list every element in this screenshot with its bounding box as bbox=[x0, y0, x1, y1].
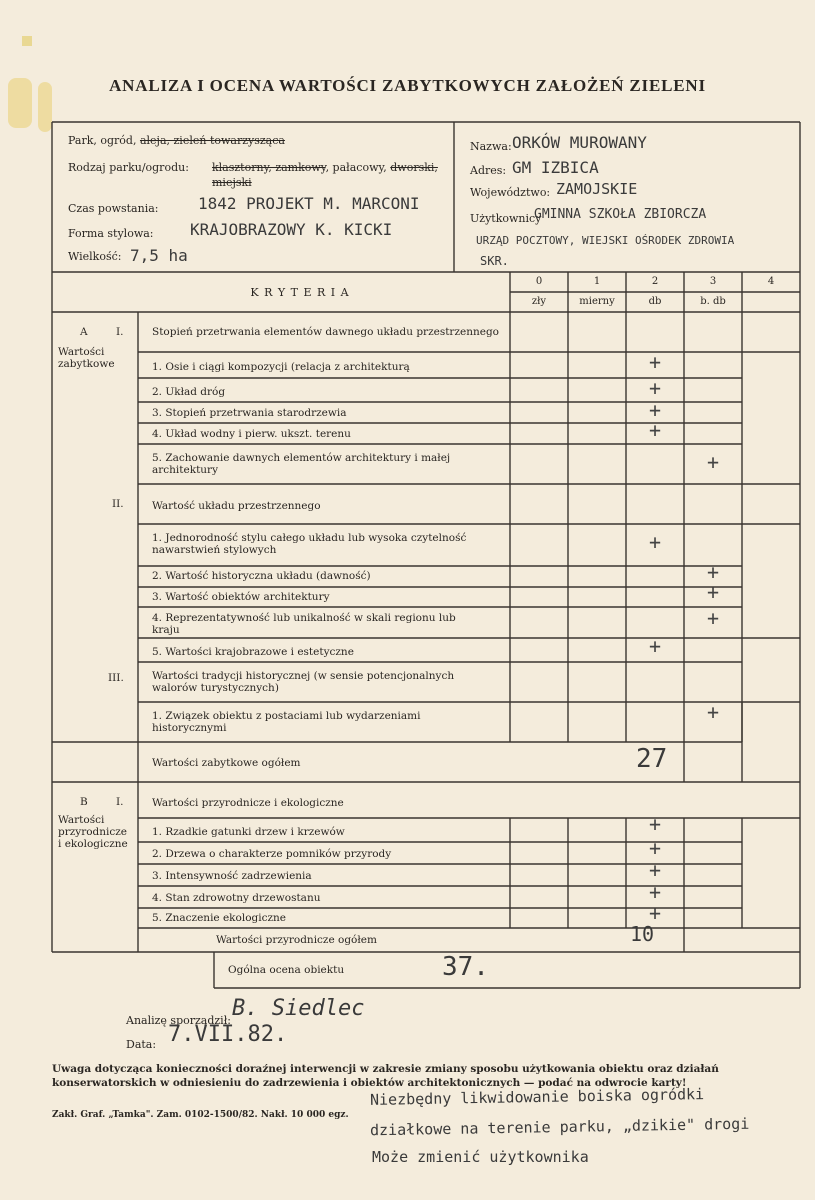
criterion-row: 3. Wartość obiektów architektury bbox=[152, 591, 330, 603]
score-mark: + bbox=[648, 901, 662, 925]
score-mark: + bbox=[648, 376, 662, 400]
rodzaj-options: klasztorny, zamkowy, pałacowy, dworski, bbox=[212, 161, 438, 174]
handwritten-note-2: działkowe na terenie parku, „dzikie" drogi bbox=[369, 1114, 750, 1140]
score-mark: + bbox=[648, 350, 662, 374]
data-value: 7.VII.82. bbox=[168, 1022, 288, 1047]
handwritten-note-3: Może zmienić użytkownika bbox=[372, 1148, 589, 1166]
criterion-row: 5. Zachowanie dawnych elementów architektury i małej architektury bbox=[152, 452, 451, 476]
uzytkownicy-label: Użytkownicy bbox=[470, 212, 542, 225]
page-title: ANALIZA I OCENA WARTOŚCI ZABYTKOWYCH ZAŁOŻEŃ ZIELENI bbox=[109, 76, 706, 95]
section-a-roman-iii: III. bbox=[108, 672, 124, 684]
uzytkownicy-value-3: SKR. bbox=[480, 254, 509, 268]
wojewodztwo-label: Województwo: bbox=[470, 186, 551, 199]
criterion-row: 1. Rzadkie gatunki drzew i krzewów bbox=[152, 826, 345, 838]
criterion-row: 1. Związek obiektu z postaciami lub wydarzeniami historycznymi bbox=[152, 710, 421, 734]
score-0: 0 bbox=[535, 276, 543, 287]
uwaga-note: Uwaga dotycząca konieczności doraźnej interwencji w zakresie zmiany sposobu użytkowania obiektu oraz działań konserwatorskich w odniesieniu do zadrzewienia i obiektów architektonicznych — podać na odwrocie karty! bbox=[52, 1063, 719, 1089]
rodzaj-label: Rodzaj parku/ogrodu: bbox=[68, 161, 189, 174]
score-word-2: db bbox=[648, 296, 662, 307]
criterion-row: 1. Osie i ciągi kompozycji (relacja z architekturą bbox=[152, 361, 410, 373]
criterion-row: 4. Reprezentatywność lub unikalność w skali regionu lub kraju bbox=[152, 612, 456, 636]
score-2: 2 bbox=[651, 276, 659, 287]
adres-value: GM IZBICA bbox=[512, 158, 599, 177]
section-b-letter: B bbox=[80, 796, 88, 808]
zabytkowe-total-label: Wartości zabytkowe ogółem bbox=[152, 757, 301, 769]
score-mark: + bbox=[706, 580, 720, 604]
criterion-row: 5. Wartości krajobrazowe i estetyczne bbox=[152, 646, 354, 658]
czas-value: 1842 PROJEKT M. MARCONI bbox=[198, 194, 420, 213]
handwritten-note-1: Niezbędny likwidowanie boiska ogródki bbox=[369, 1085, 705, 1109]
wielkosc-value: 7,5 ha bbox=[130, 246, 188, 265]
score-word-3: b. db bbox=[700, 296, 726, 307]
uzytkownicy-value-1: GMINNA SZKOŁA ZBIORCZA bbox=[534, 207, 707, 222]
criterion-row: 2. Układ dróg bbox=[152, 386, 226, 398]
przyrod-total-label: Wartości przyrodnicze ogółem bbox=[216, 934, 377, 946]
score-word-0: zły bbox=[531, 296, 547, 307]
score-mark: + bbox=[648, 398, 662, 422]
score-mark: + bbox=[648, 836, 662, 860]
criterion-row: 3. Stopień przetrwania starodrzewia bbox=[152, 407, 347, 419]
data-label: Data: bbox=[126, 1038, 157, 1051]
uzytkownicy-value-2: URZĄD POCZTOWY, WIEJSKI OŚRODEK ZDROWIA bbox=[476, 234, 735, 247]
score-word-1: mierny bbox=[579, 296, 615, 307]
criterion-row: 1. Jednorodność stylu całego układu lub wysoka czytelność nawarstwień stylowych bbox=[152, 532, 467, 556]
score-mark: + bbox=[706, 560, 720, 584]
score-mark: + bbox=[648, 858, 662, 882]
criterion-row: 2. Drzewa o charakterze pomników przyrody bbox=[152, 848, 392, 860]
section-a-letter: A bbox=[80, 326, 88, 338]
przyrod-total-value: 10 bbox=[630, 922, 655, 946]
kryteria-heading: K R Y T E R I A bbox=[250, 286, 350, 299]
nazwa-label: Nazwa: bbox=[470, 140, 512, 153]
criterion-row: 5. Znaczenie ekologiczne bbox=[152, 912, 287, 924]
signature: B. Siedlec bbox=[232, 996, 365, 1021]
adres-label: Adres: bbox=[470, 164, 507, 177]
score-mark: + bbox=[648, 634, 662, 658]
criterion-row: 3. Intensywność zadrzewienia bbox=[152, 870, 312, 882]
rodzaj-miejski: miejski bbox=[212, 176, 252, 189]
czas-label: Czas powstania: bbox=[68, 202, 159, 215]
score-mark: + bbox=[648, 530, 662, 554]
score-mark: + bbox=[648, 418, 662, 442]
score-mark: + bbox=[706, 606, 720, 630]
section-a-roman: I. bbox=[116, 326, 124, 338]
wojewodztwo-value: ZAMOJSKIE bbox=[556, 180, 638, 198]
score-mark: + bbox=[706, 450, 720, 474]
score-mark: + bbox=[648, 880, 662, 904]
analize-label: Analizę sporządził: bbox=[126, 1014, 231, 1027]
group-ii-heading: Wartość układu przestrzennego bbox=[152, 500, 321, 512]
group-iii-heading: Wartości tradycji historycznej (w sensie potencjonalnych walorów turystycznych) bbox=[152, 670, 455, 694]
section-b-name: Wartości przyrodnicze i ekologiczne bbox=[58, 814, 128, 850]
criterion-row: 4. Stan zdrowotny drzewostanu bbox=[152, 892, 321, 904]
criterion-row: 4. Układ wodny i pierw. ukszt. terenu bbox=[152, 428, 351, 440]
group-i-heading: Stopień przetrwania elementów dawnego układu przestrzennego bbox=[152, 326, 499, 338]
score-mark: + bbox=[706, 700, 720, 724]
print-info: Zakł. Graf. „Tamka". Zam. 0102-1500/82. Nakł. 10 000 egz. bbox=[52, 1110, 349, 1120]
section-a-name: Wartości zabytkowe bbox=[58, 346, 115, 370]
score-3: 3 bbox=[709, 276, 717, 287]
ogolna-label: Ogólna ocena obiektu bbox=[228, 964, 345, 976]
park-label: Park, ogród, aleja, zieleń towarzysząca bbox=[68, 134, 285, 147]
section-a-roman-ii: II. bbox=[112, 498, 124, 510]
score-1: 1 bbox=[593, 276, 601, 287]
zabytkowe-total-value: 27 bbox=[636, 744, 668, 774]
nazwa-value: ORKÓW MUROWANY bbox=[512, 133, 647, 152]
group-b-heading: Wartości przyrodnicze i ekologiczne bbox=[152, 797, 344, 809]
score-4: 4 bbox=[767, 276, 775, 287]
wielkosc-label: Wielkość: bbox=[68, 250, 122, 263]
score-mark: + bbox=[648, 812, 662, 836]
forma-label: Forma stylowa: bbox=[68, 227, 154, 240]
section-b-roman: I. bbox=[116, 796, 124, 808]
criterion-row: 2. Wartość historyczna układu (dawność) bbox=[152, 570, 371, 582]
ogolna-value: 37. bbox=[442, 952, 489, 982]
forma-value: KRAJOBRAZOWY K. KICKI bbox=[190, 220, 393, 239]
